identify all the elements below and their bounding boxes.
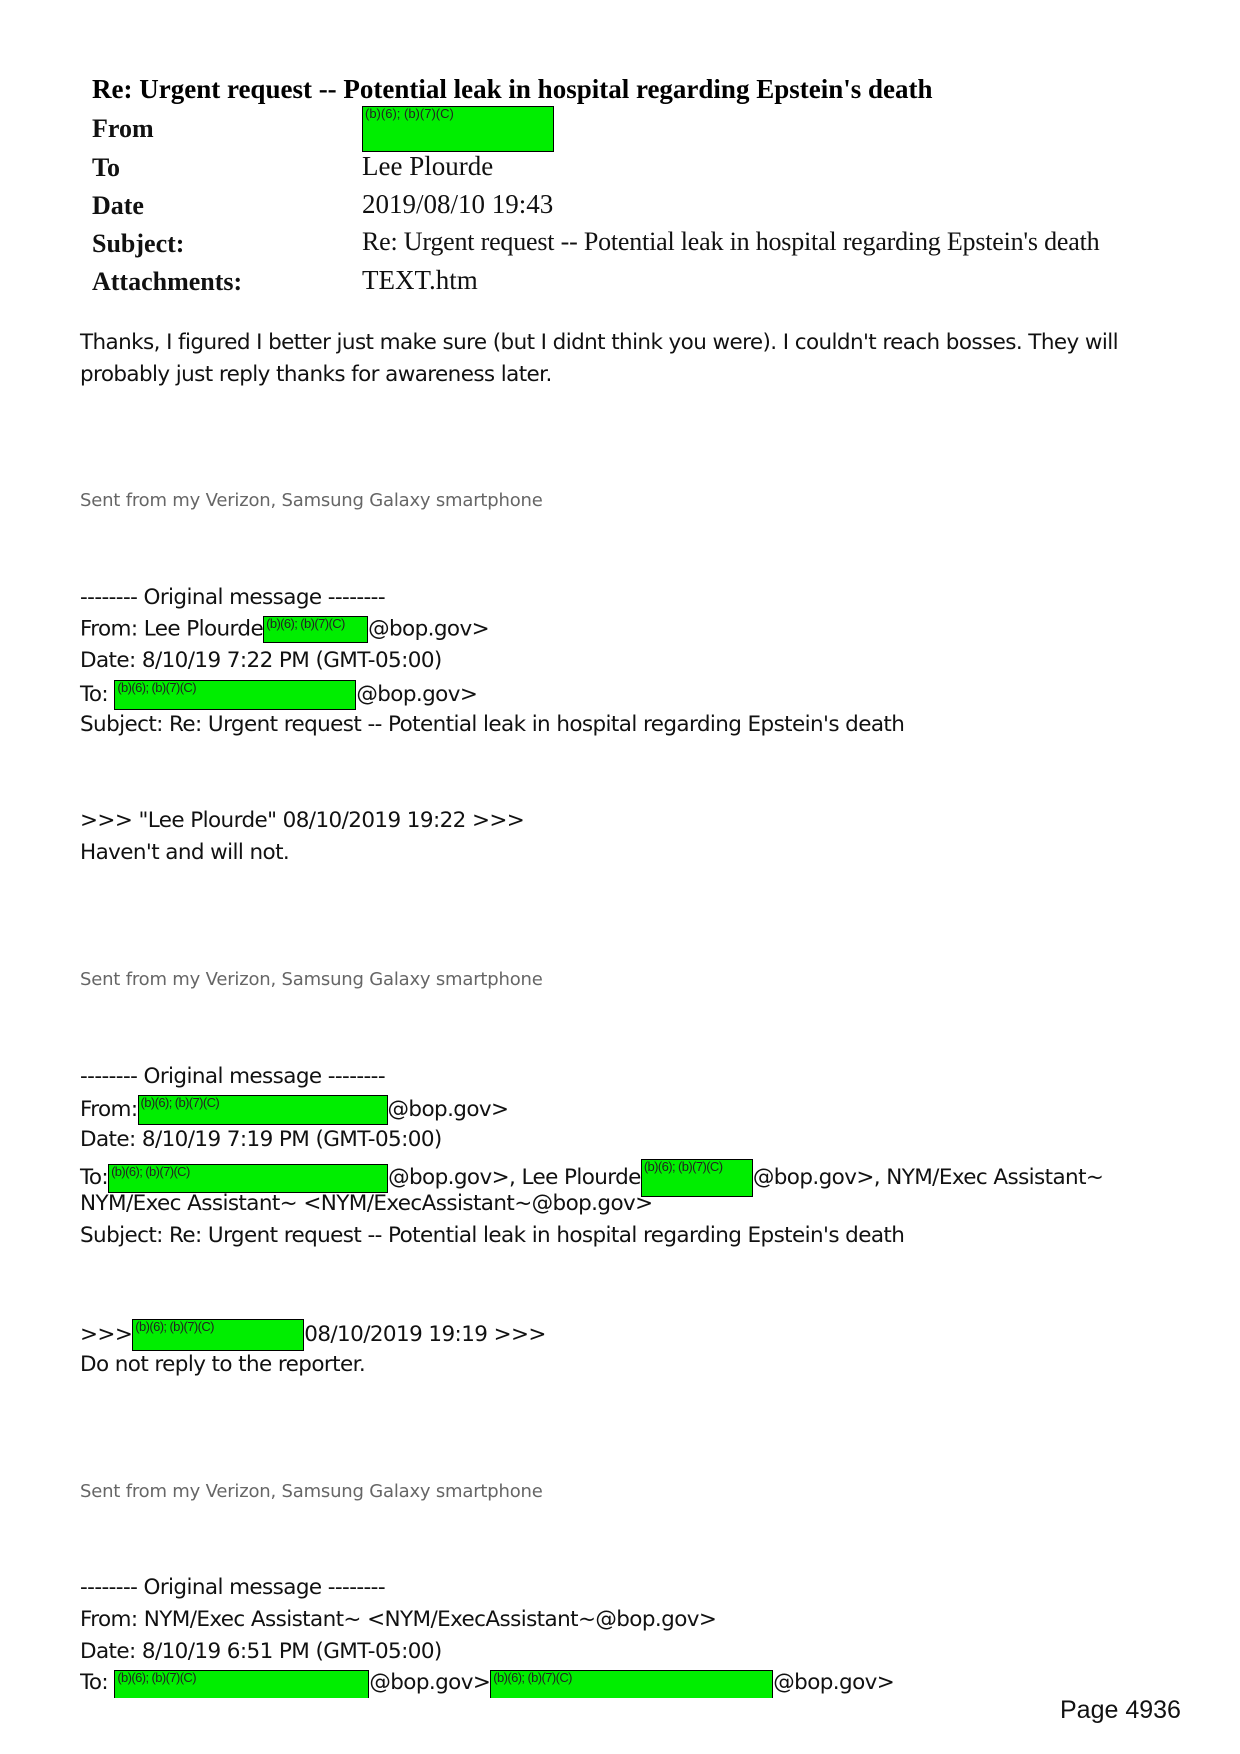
from-label: From xyxy=(92,114,154,143)
redaction-box: (b)(6); (b)(7)(C) xyxy=(362,106,554,152)
redaction-box: (b)(6); (b)(7)(C) xyxy=(263,616,368,643)
to-value: Lee Plourde xyxy=(362,151,494,181)
msg2-to: To: (b)(6); (b)(7)(C) @bop.gov>, Lee Plourde (b)(6); (b)(7)(C) @bop.gov>, NYM/Exec Assistant~ xyxy=(80,1159,1103,1197)
attachment-link[interactable]: TEXT.htm xyxy=(362,265,478,295)
date-value: 2019/08/10 19:43 xyxy=(362,189,554,219)
subject-label: Subject: xyxy=(92,229,185,258)
msg3-date: Date: 8/10/19 6:51 PM (GMT-05:00) xyxy=(80,1639,442,1664)
original-message-separator: -------- Original message -------- xyxy=(80,585,385,610)
redaction-box: (b)(6); (b)(7)(C) xyxy=(114,1670,369,1698)
original-message-separator: -------- Original message -------- xyxy=(80,1064,385,1089)
email-title: Re: Urgent request -- Potential leak in hospital regarding Epstein's death xyxy=(92,74,933,104)
msg3-to: To: (b)(6); (b)(7)(C) @bop.gov> (b)(6); (b)(7)(C) @bop.gov> xyxy=(80,1670,894,1698)
original-message-separator: -------- Original message -------- xyxy=(80,1575,385,1600)
msg2-quote-header: >>> (b)(6); (b)(7)(C) 08/10/2019 19:19 >>> xyxy=(80,1319,546,1351)
redaction-box: (b)(6); (b)(7)(C) xyxy=(108,1164,388,1193)
redaction-box: (b)(6); (b)(7)(C) xyxy=(138,1095,388,1125)
subject-value: Re: Urgent request -- Potential leak in hospital regarding Epstein's death xyxy=(362,227,1100,256)
redaction-box: (b)(6); (b)(7)(C) xyxy=(490,1670,773,1698)
redaction-box: (b)(6); (b)(7)(C) xyxy=(641,1159,753,1197)
attachments-label: Attachments: xyxy=(92,267,243,296)
msg1-subject: Subject: Re: Urgent request -- Potential leak in hospital regarding Epstein's death xyxy=(80,712,905,737)
body-line-1: Thanks, I figured I better just make sure (but I didnt think you were). I couldn't reach bosses. They will xyxy=(80,330,1118,355)
msg1-quote-body: Haven't and will not. xyxy=(80,840,290,865)
msg2-quote-body: Do not reply to the reporter. xyxy=(80,1352,366,1377)
msg3-from: From: NYM/Exec Assistant~ <NYM/ExecAssistant~@bop.gov> xyxy=(80,1607,717,1632)
signature: Sent from my Verizon, Samsung Galaxy smartphone xyxy=(80,1481,543,1502)
msg2-from: From: (b)(6); (b)(7)(C) @bop.gov> xyxy=(80,1095,508,1125)
signature: Sent from my Verizon, Samsung Galaxy smartphone xyxy=(80,490,543,511)
from-value xyxy=(362,106,554,152)
date-label: Date xyxy=(92,191,144,220)
msg2-to-line2: NYM/Exec Assistant~ <NYM/ExecAssistant~@bop.gov> xyxy=(80,1191,653,1216)
redaction-box: (b)(6); (b)(7)(C) xyxy=(132,1319,304,1351)
to-label: To xyxy=(92,153,120,182)
redaction-box: (b)(6); (b)(7)(C) xyxy=(114,680,356,710)
msg2-date: Date: 8/10/19 7:19 PM (GMT-05:00) xyxy=(80,1127,442,1152)
body-line-2: probably just reply thanks for awareness later. xyxy=(80,362,552,387)
msg2-subject: Subject: Re: Urgent request -- Potential leak in hospital regarding Epstein's death xyxy=(80,1223,905,1248)
msg1-date: Date: 8/10/19 7:22 PM (GMT-05:00) xyxy=(80,648,442,673)
msg1-quote-header: >>> "Lee Plourde" 08/10/2019 19:22 >>> xyxy=(80,808,525,833)
msg1-from: From: Lee Plourde (b)(6); (b)(7)(C) @bop.gov> xyxy=(80,616,490,642)
signature: Sent from my Verizon, Samsung Galaxy smartphone xyxy=(80,969,543,990)
page-number: Page 4936 xyxy=(1060,1696,1181,1724)
msg1-to: To: (b)(6); (b)(7)(C) @bop.gov> xyxy=(80,680,477,710)
